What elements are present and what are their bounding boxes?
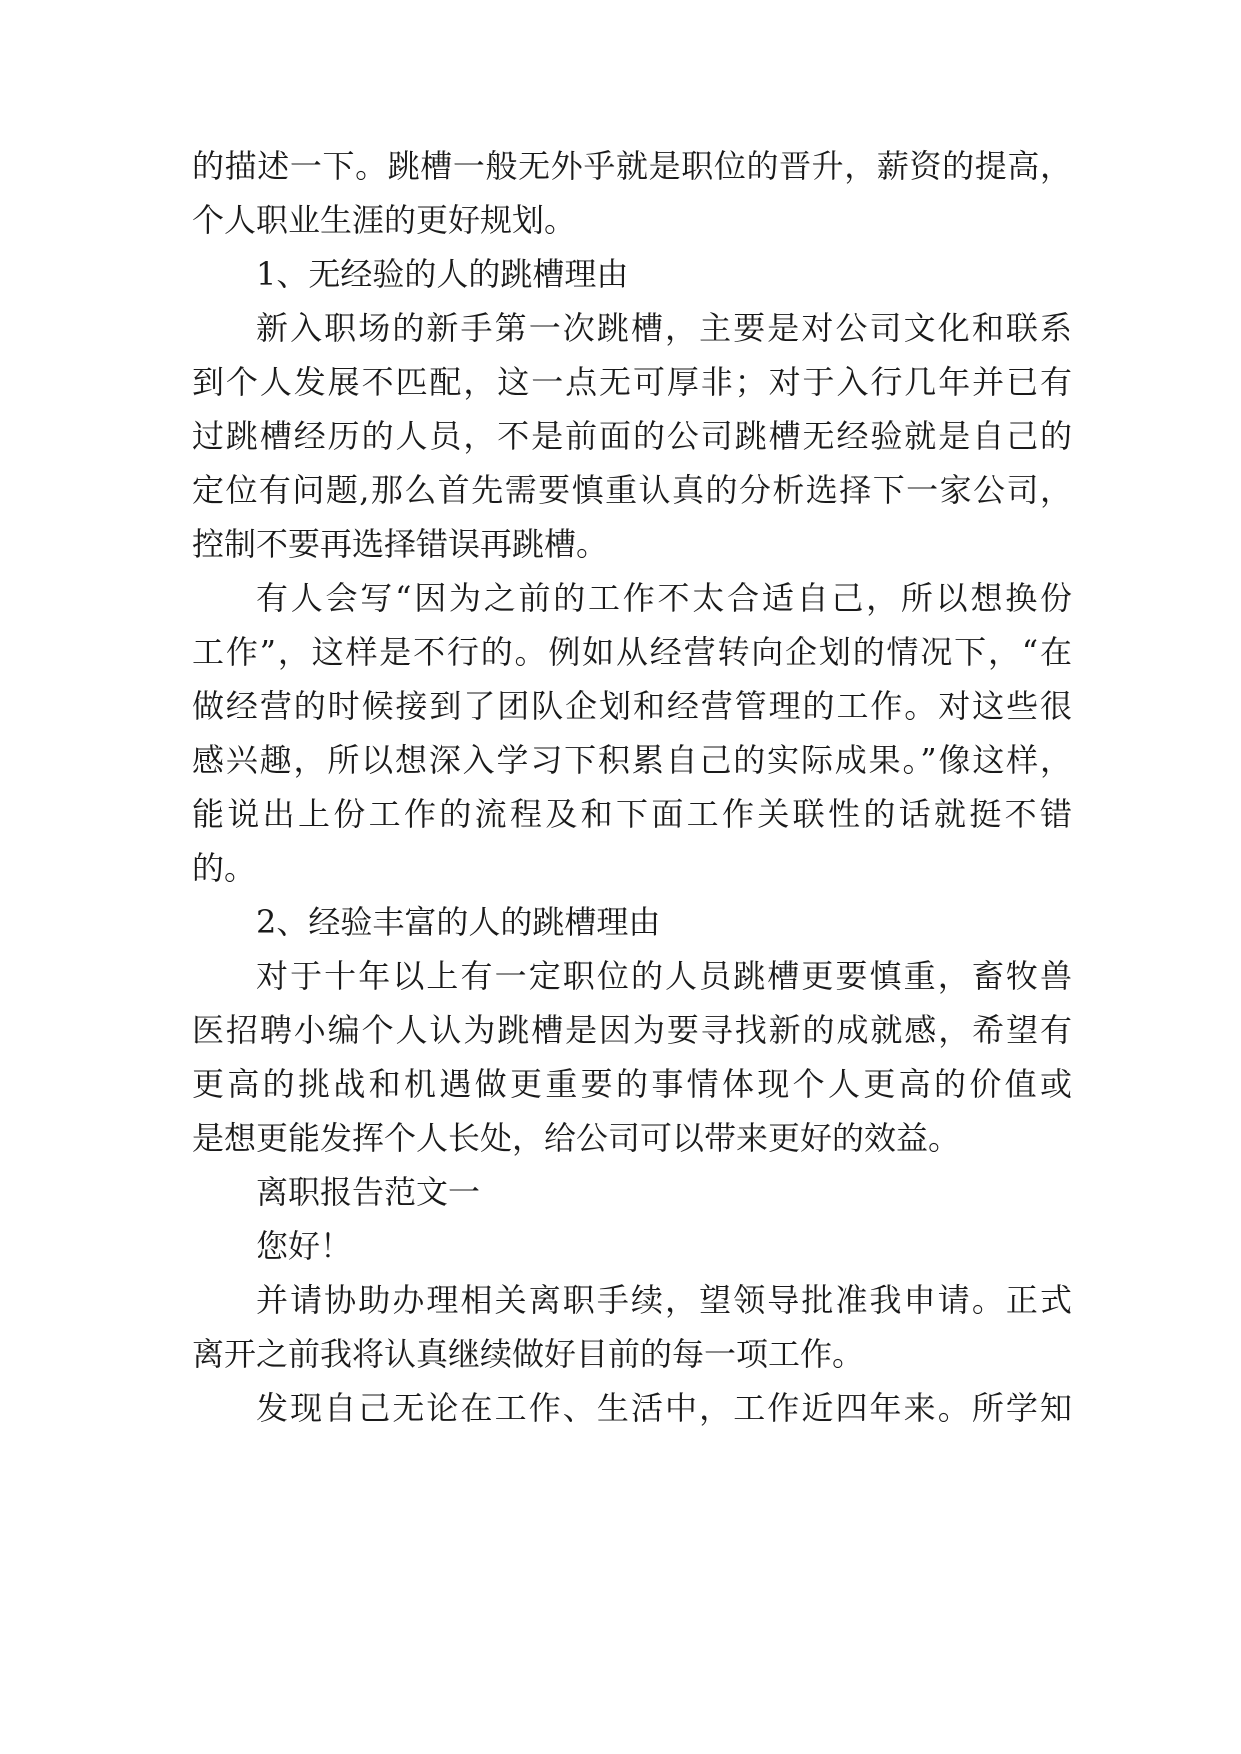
text-line: 感兴趣，所以想深入学习下积累自己的实际成果。”像这样， (192, 741, 1072, 779)
text-line: 工作”，这样是不行的。例如从经营转向企划的情况下，“在 (192, 633, 1072, 671)
section-heading: 离职报告范文一 (256, 1173, 481, 1211)
section-heading: 1、无经验的人的跳槽理由 (256, 255, 629, 293)
text-line: 的描述一下。跳槽一般无外乎就是职位的晋升，薪资的提高， (192, 147, 1072, 185)
text-line: 是想更能发挥个人长处，给公司可以带来更好的效益。 (192, 1119, 961, 1157)
greeting: 您好！ (256, 1227, 353, 1265)
text-line: 做经营的时候接到了团队企划和经营管理的工作。对这些很 (192, 687, 1072, 725)
text-line: 并请协助办理相关离职手续，望领导批准我申请。正式 (256, 1281, 1072, 1319)
text-line: 离开之前我将认真继续做好目前的每一项工作。 (192, 1335, 865, 1373)
text-line: 的。 (192, 849, 257, 887)
text-line: 定位有问题,那么首先需要慎重认真的分析选择下一家公司， (192, 471, 1072, 509)
text-line: 发现自己无论在工作、生活中，工作近四年来。所学知 (256, 1389, 1072, 1427)
text-line: 对于十年以上有一定职位的人员跳槽更要慎重，畜牧兽 (256, 957, 1072, 995)
text-line: 控制不要再选择错误再跳槽。 (192, 525, 609, 563)
text-line: 到个人发展不匹配，这一点无可厚非；对于入行几年并已有 (192, 363, 1072, 401)
text-line: 能说出上份工作的流程及和下面工作关联性的话就挺不错 (192, 795, 1072, 833)
text-line: 过跳槽经历的人员，不是前面的公司跳槽无经验就是自己的 (192, 417, 1072, 455)
text-line: 有人会写“因为之前的工作不太合适自己，所以想换份 (256, 579, 1072, 617)
text-line: 更高的挑战和机遇做更重要的事情体现个人更高的价值或 (192, 1065, 1072, 1103)
text-line: 医招聘小编个人认为跳槽是因为要寻找新的成就感，希望有 (192, 1011, 1072, 1049)
text-line: 新入职场的新手第一次跳槽，主要是对公司文化和联系 (256, 309, 1072, 347)
text-line: 个人职业生涯的更好规划。 (192, 201, 577, 239)
section-heading: 2、经验丰富的人的跳槽理由 (256, 903, 661, 941)
